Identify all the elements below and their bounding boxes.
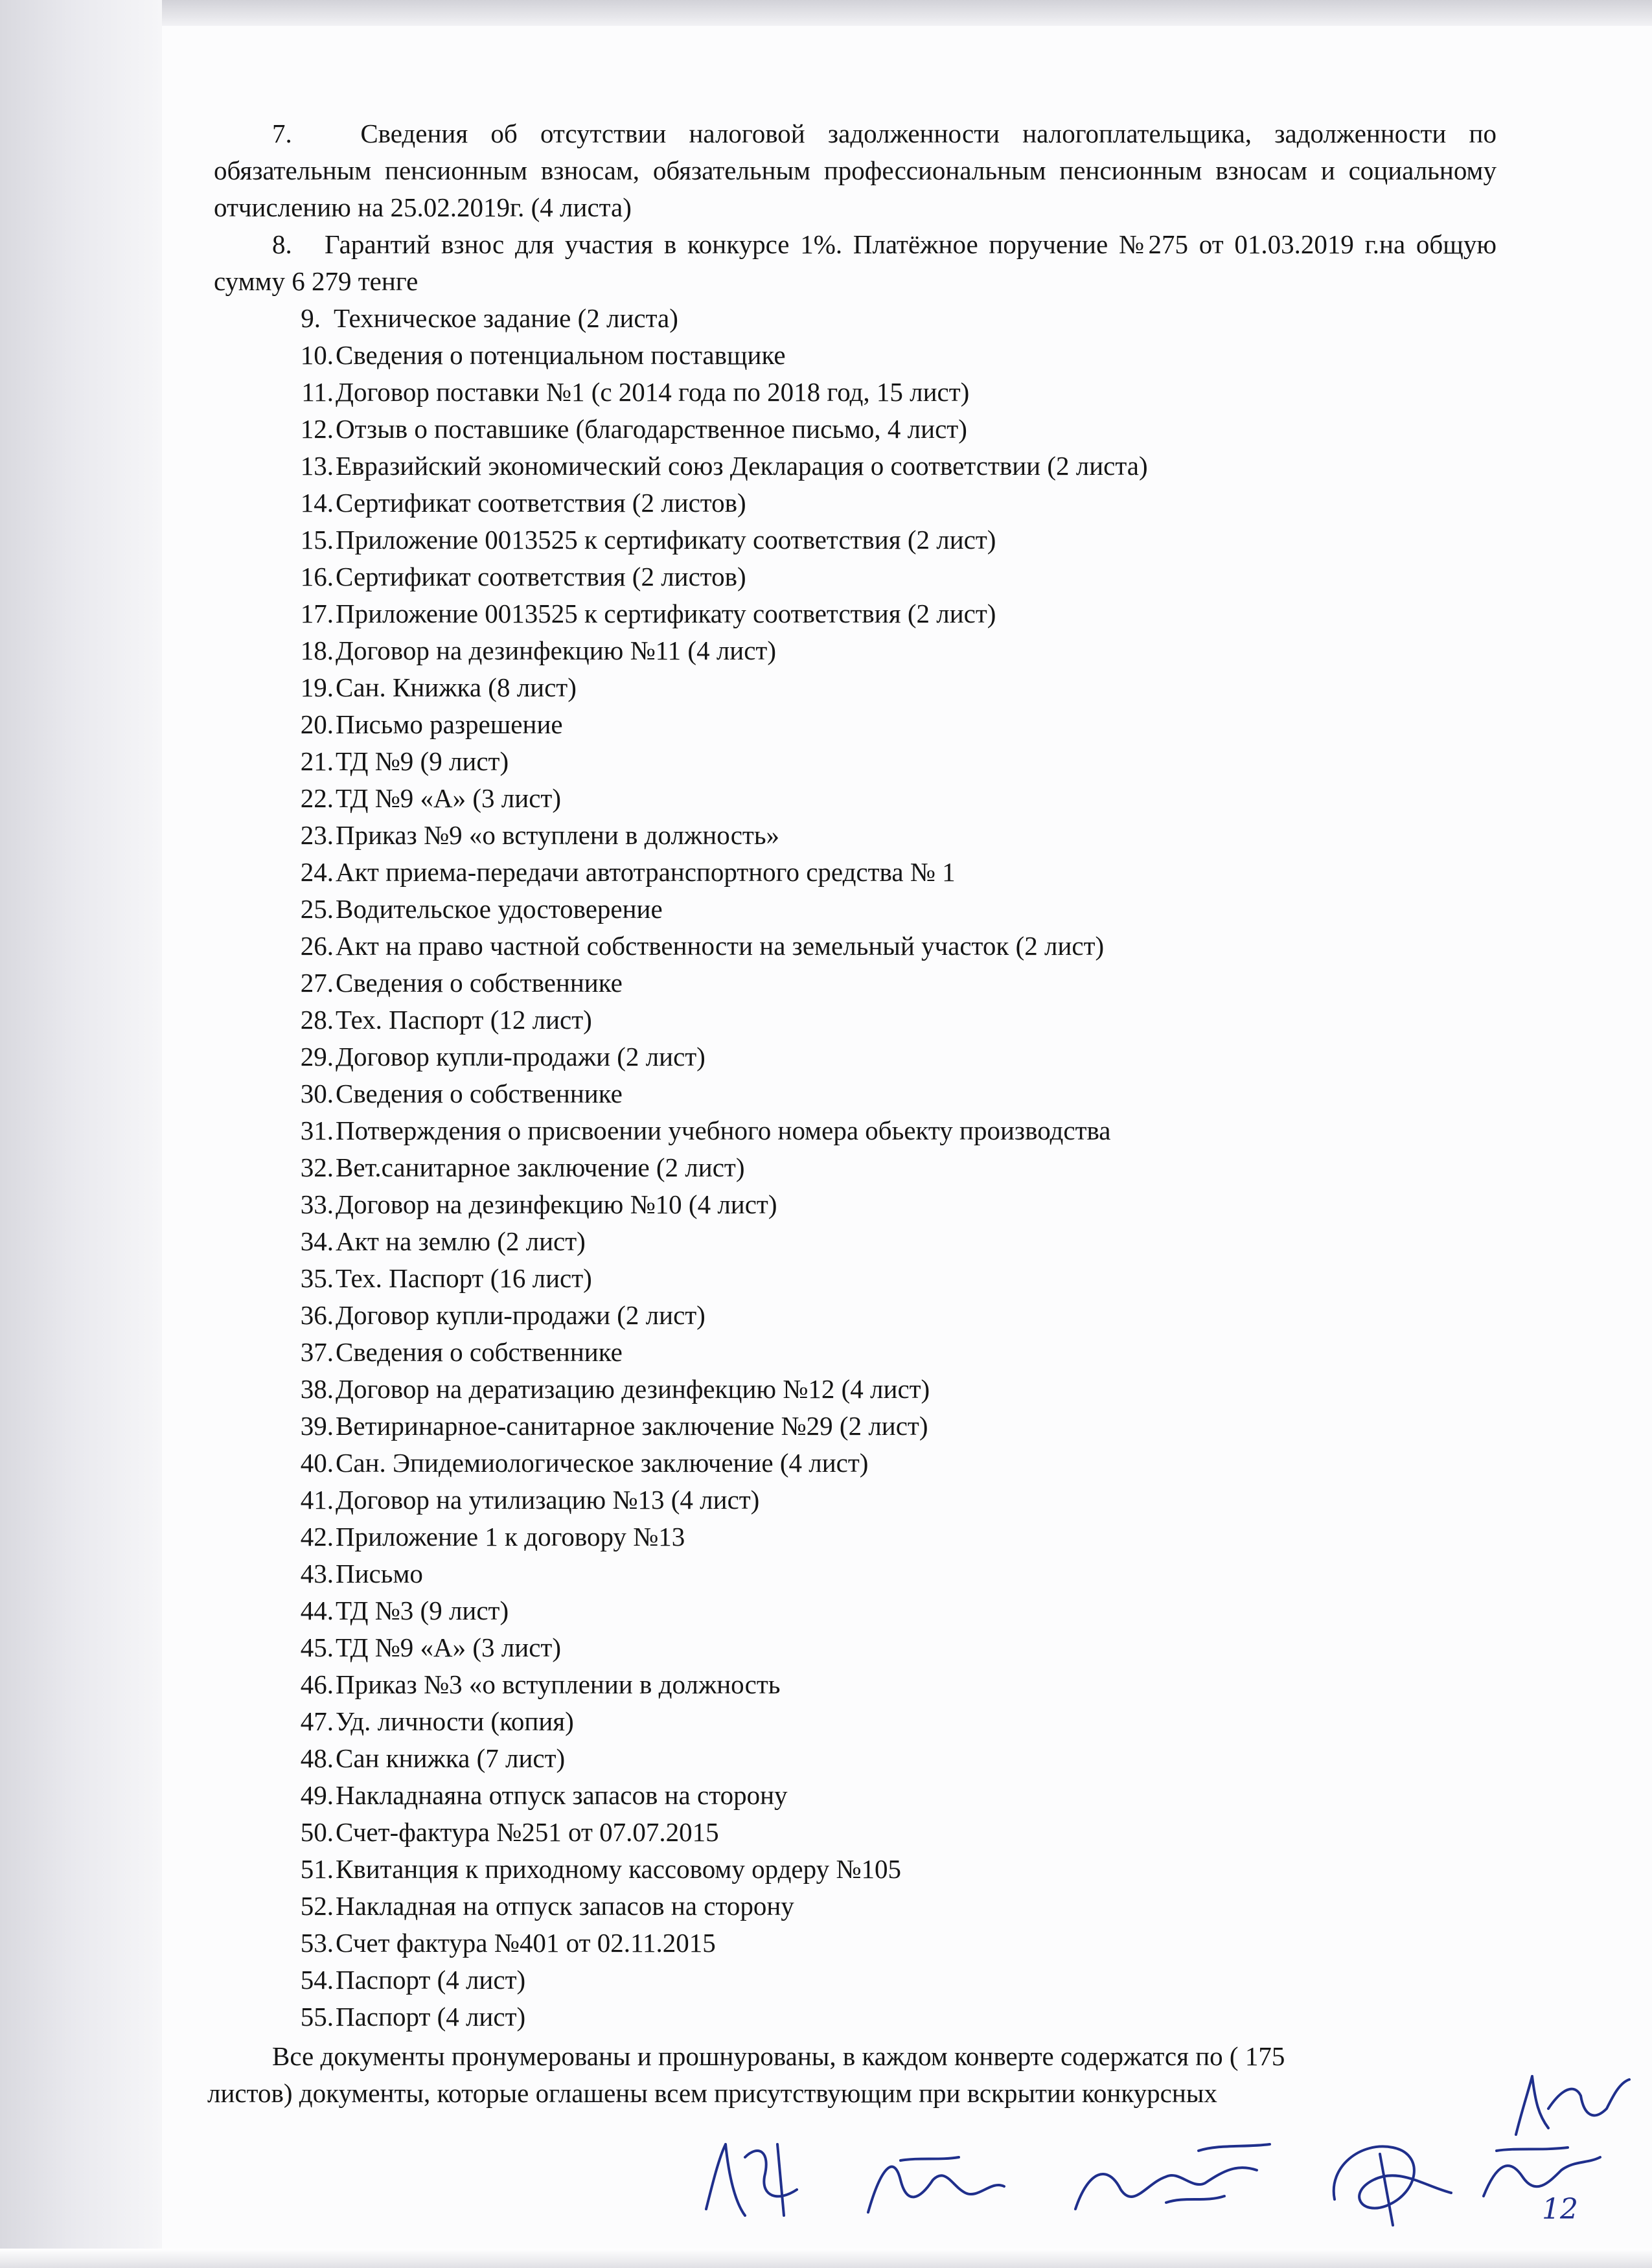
list-item-14 [214,485,1497,521]
list-item-20 [214,706,1497,743]
list-item-number: 17. [300,599,334,628]
list-item-text: Накладнаяна отпуск запасов на сторону [336,1780,788,1810]
list-item-22 [214,780,1497,817]
list-item-number: 29. [300,1042,334,1071]
list-item-text: Приказ №3 «о вступлении в должность [336,1669,781,1699]
signature-1 [700,2131,823,2228]
list-item-number: 43. [300,1559,334,1588]
closing-line-2-wrap [207,2075,1497,2112]
document-body [207,115,1497,2112]
list-item-17 [214,595,1497,632]
list-item-number: 19. [300,672,334,702]
list-item-number: 47. [300,1706,334,1736]
list-item-text: Договор поставки №1 (с 2014 года по 2018 год, 15 лист) [336,377,970,407]
list-item-49 [214,1777,1497,1814]
list-item-text: Сведения о собственнике [336,968,623,998]
list-item-text: Паспорт (4 лист) [336,1965,526,1995]
list-item-number: 42. [300,1522,334,1552]
list-item-text: Паспорт (4 лист) [336,2002,526,2032]
list-item-16 [214,558,1497,595]
list-item-13 [214,448,1497,485]
list-item-text: Вет.санитарное заключение (2 лист) [336,1152,745,1182]
signature-2 [862,2141,1024,2232]
list-item-number: 40. [300,1448,334,1478]
scan-left-margin [0,0,162,2268]
list-item-28 [214,1002,1497,1038]
list-item-number: 36. [300,1300,334,1330]
list-item-text: Сведения о собственнике [336,1337,623,1367]
list-item-number: 23. [300,820,334,850]
list-item-text: Договор на дезинфекцию №11 (4 лист) [336,636,776,665]
bleed-through-left-edge [104,110,162,148]
list-item-text: Накладная на отпуск запасов на сторону [336,1891,794,1921]
list-item-40 [214,1445,1497,1482]
list-item-text: Приложение 1 к договору №13 [336,1522,685,1552]
list-item-number: 48. [300,1743,334,1773]
list-item-text: Потверждения о присвоении учебного номера обьекту производства [336,1116,1111,1145]
list-item-text: Договор на дератизацию дезинфекцию №12 (4 лист) [336,1374,930,1404]
list-item-number: 55. [300,2002,334,2032]
list-item-33 [214,1186,1497,1223]
list-item-number: 35. [300,1263,334,1293]
list-item-text: ТД №9 (9 лист) [336,746,509,776]
list-item-44 [214,1592,1497,1629]
list-item-number: 44. [300,1596,334,1625]
signature-3 [1069,2131,1283,2228]
list-item-26 [214,928,1497,965]
list-item-text: Договор на утилизацию №13 (4 лист) [336,1485,760,1515]
list-item-number: 24. [300,857,334,887]
list-item-text: Сертификат соответствия (2 листов) [336,562,746,591]
signatures-row [700,2125,1633,2241]
list-item-text: Сведения об отсутствии налоговой задолженности налогоплательщика, задолженности по обязательным пенсионным взносам, обязательным профессиональным пенсионным взносам и социальному отчислению на 25.02.2019г. (4 листа) [214,119,1497,222]
list-item-19 [214,669,1497,706]
list-item-text: Письмо [336,1559,423,1588]
list-item-text: Акт на землю (2 лист) [336,1226,586,1256]
list-item-9 [214,300,1497,337]
list-item-number: 33. [300,1189,334,1219]
list-item-text: ТД №9 «А» (3 лист) [336,1632,561,1662]
list-item-number: 14. [300,488,334,518]
list-item-text: Водительское удостоверение [336,894,663,924]
list-item-35 [214,1260,1497,1297]
list-item-50 [214,1814,1497,1851]
list-item-number: 45. [300,1632,334,1662]
closing-line-1: Все документы пронумерованы и прошнурованы, в каждом конверте содержатся по ( 175 [272,2041,1285,2071]
list-item-37 [214,1334,1497,1371]
list-item-18 [214,632,1497,669]
list-item-number: 41. [300,1485,334,1515]
list-item-55 [214,1999,1497,2035]
list-item-47 [214,1703,1497,1740]
list-item-7 [214,115,1497,226]
list-item-number: 21. [300,746,334,776]
list-item-number: 34. [300,1226,334,1256]
list-item-51 [214,1851,1497,1888]
closing-line-2: листов) документы, которые оглашены всем присутствующим при вскрытии конкурсных [207,2078,1217,2108]
list-item-text: Приложение 0013525 к сертификату соответствия (2 лист) [336,525,996,555]
list-item-number: 39. [300,1411,334,1441]
list-item-text: Сан. Книжка (8 лист) [336,672,577,702]
list-item-number: 30. [300,1079,334,1108]
list-item-number: 25. [300,894,334,924]
list-item-text: Счет фактура №401 от 02.11.2015 [336,1928,716,1958]
list-item-number: 50. [300,1817,334,1847]
list-item-15 [214,521,1497,558]
list-item-text: Сан. Эпидемиологическое заключение (4 лист) [336,1448,869,1478]
list-item-39 [214,1408,1497,1445]
list-item-38 [214,1371,1497,1408]
list-item-text: Сан книжка (7 лист) [336,1743,566,1773]
list-item-text: Приказ №9 «о вступлени в должность» [336,820,780,850]
list-item-text: Сведения о собственнике [336,1079,623,1108]
list-item-number: 15. [300,525,334,555]
scan-bottom-strip [0,2249,1652,2268]
list-item-text: Договор купли-продажи (2 лист) [336,1042,706,1071]
list-item-48 [214,1740,1497,1777]
list-item-34 [214,1223,1497,1260]
list-item-number: 12. [300,414,334,444]
list-item-text: Тех. Паспорт (12 лист) [336,1005,592,1035]
list-item-11 [214,374,1497,411]
list-item-number: 13. [300,451,334,481]
list-item-number: 37. [300,1337,334,1367]
list-item-46 [214,1666,1497,1703]
list-item-text: Уд. личности (копия) [336,1706,574,1736]
list-item-number: 52. [300,1891,334,1921]
list-item-29 [214,1038,1497,1075]
list-item-number: 28. [300,1005,334,1035]
list-item-number: 38. [300,1374,334,1404]
signature-4 [1322,2128,1484,2232]
list-item-number: 53. [300,1928,334,1958]
list-item-text: Отзыв о поставшике (благодарственное письмо, 4 лист) [336,414,967,444]
list-item-number: 54. [300,1965,334,1995]
list-item-number: 32. [300,1152,334,1182]
list-item-number: 22. [300,783,334,813]
list-item-number: 27. [300,968,334,998]
list-item-42 [214,1518,1497,1555]
list-item-54 [214,1962,1497,1999]
list-item-text: Письмо разрешение [336,709,563,739]
list-item-text: Счет-фактура №251 от 07.07.2015 [336,1817,719,1847]
list-item-text: Гарантий взнос для участия в конкурсе 1%. Платёжное поручение №275 от 01.03.2019 г.на общую сумму 6 279 тенге [214,229,1497,296]
list-item-27 [214,965,1497,1002]
list-item-text: Акт на право частной собственности на земельный участок (2 лист) [336,931,1105,961]
list-item-36 [214,1297,1497,1334]
list-item-number: 16. [300,562,334,591]
list-item-number: 9. [301,303,321,333]
list-item-number: 49. [300,1780,334,1810]
list-item-number: 31. [300,1116,334,1145]
closing-paragraph [214,2038,1497,2075]
list-item-number: 11. [301,377,334,407]
list-item-number: 51. [300,1854,334,1884]
list-item-text: Приложение 0013525 к сертификату соответствия (2 лист) [336,599,996,628]
list-item-32 [214,1149,1497,1186]
list-item-text: Договор на дезинфекцию №10 (4 лист) [336,1189,777,1219]
list-item-text: Акт приема-передачи автотранспортного средства № 1 [336,857,956,887]
list-item-53 [214,1925,1497,1962]
list-item-text: Техническое задание (2 листа) [334,303,678,333]
list-item-text: Тех. Паспорт (16 лист) [336,1263,592,1293]
list-item-12 [214,411,1497,448]
handwritten-page-number: 12 [1542,2193,1578,2226]
list-item-30 [214,1075,1497,1112]
list-item-10 [214,337,1497,374]
list-item-number: 20. [300,709,334,739]
list-item-text: Квитанция к приходному кассовому ордеру №105 [336,1854,901,1884]
list-item-text: ТД №9 «А» (3 лист) [336,783,561,813]
list-item-23 [214,817,1497,854]
list-item-24 [214,854,1497,891]
list-item-41 [214,1482,1497,1518]
list-item-number: 18. [300,636,334,665]
list-item-number: 46. [300,1669,334,1699]
list-item-text: Евразийский экономический союз Декларация о соответствии (2 листа) [336,451,1148,481]
list-item-45 [214,1629,1497,1666]
list-item-8 [214,226,1497,300]
list-item-text: Ветиринарное-санитарное заключение №29 (2 лист) [336,1411,928,1441]
list-item-text: Сведения о потенциальном поставщике [336,340,786,370]
list-item-text: ТД №3 (9 лист) [336,1596,509,1625]
list-item-number: 7. [272,119,292,148]
list-item-number: 26. [300,931,334,961]
list-item-31 [214,1112,1497,1149]
scan-top-strip [162,0,1652,26]
list-item-text: Договор купли-продажи (2 лист) [336,1300,706,1330]
list-item-21 [214,743,1497,780]
list-item-25 [214,891,1497,928]
list-item-number: 10. [300,340,334,370]
list-item-52 [214,1888,1497,1925]
list-item-number: 8. [272,229,292,259]
list-item-43 [214,1555,1497,1592]
list-item-text: Сертификат соответствия (2 листов) [336,488,746,518]
